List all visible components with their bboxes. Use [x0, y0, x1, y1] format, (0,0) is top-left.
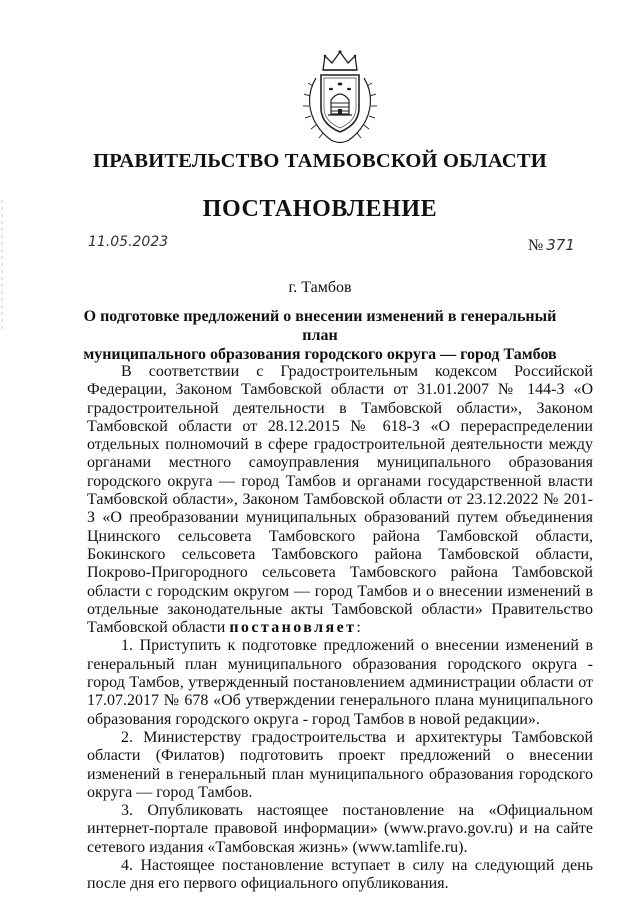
decree-item-4: 4. Настоящее постановление вступает в силу на следующий день после дня его первого официального опубликования.: [87, 857, 593, 893]
document-type-heading: ПОСТАНОВЛЕНИЕ: [202, 196, 438, 222]
city-label: г. Тамбов: [288, 279, 352, 296]
decree-item-2: 2. Министерству градостроительства и архитектуры Тамбовской области (Филатов) подготовить проект предложений о внесении изменений в генеральный план муниципального образования городского округа — город Тамбов.: [87, 728, 593, 801]
document-title: [70, 307, 570, 364]
government-name-heading: ПРАВИТЕЛЬСТВО ТАМБОВСКОЙ ОБЛАСТИ: [93, 150, 547, 172]
tambov-coat-of-arms-emblem: [301, 48, 379, 146]
document-date: 11.05.2023: [88, 234, 169, 250]
decree-item-1: 1. Приступить к подготовке предложений о внесении изменений в генеральный план муниципального образования городского округа - город Тамбов, утвержденный постановлением администрации области от 17.07.2017 № 678 «Об утверждении генерального плана муниципального образования городского округа - город Тамбов в новой редакции».: [87, 637, 593, 728]
document-body: [87, 363, 593, 894]
decree-colon: :: [356, 619, 361, 637]
title-line-1: О подготовке предложений о внесении изменений в генеральный план: [83, 308, 557, 344]
number-value: 371: [546, 236, 575, 254]
number-sign: №: [528, 237, 544, 254]
decree-item-3: 3. Опубликовать настоящее постановление на «Официальном интернет-портале правовой информации» (www.pravo.gov.ru) и на сайте сетевого издания «Тамбовская жизнь» (www.tamlife.ru).: [87, 802, 593, 856]
document-number: [528, 236, 575, 255]
decree-keyword: постановляет: [229, 619, 357, 637]
preamble-text: В соответствии с Градостроительным кодексом Российской Федерации, Законом Тамбовской области от 31.01.2007 № 144-З «О градостроительной деятельности в Тамбовской области», Законом Тамбовской области от 28.12.2015 № 618-З «О перераспределении отдельных полномочий в сфере градостроительной деятельности между органами местного самоуправления муниципального образования городского округа — город Тамбов и органами государственной власти Тамбовской области», Законом Тамбовской области от 23.12.2022 № 201-З «О преобразовании муниципальных образований путем объединения Цнинского сельсовета Тамбовского района Тамбовской области, Бокинского сельсовета Тамбовского района Тамбовской области, Покрово-Пригородного сельсовета Тамбовского района Тамбовской области с городским округом — город Тамбов и о внесении изменений в отдельные законодательные акты Тамбовской области» Правительство Тамбовской области: [87, 363, 593, 637]
title-line-2: муниципального образования городского округа — город Тамбов: [83, 346, 557, 363]
preamble-paragraph: [87, 363, 593, 637]
